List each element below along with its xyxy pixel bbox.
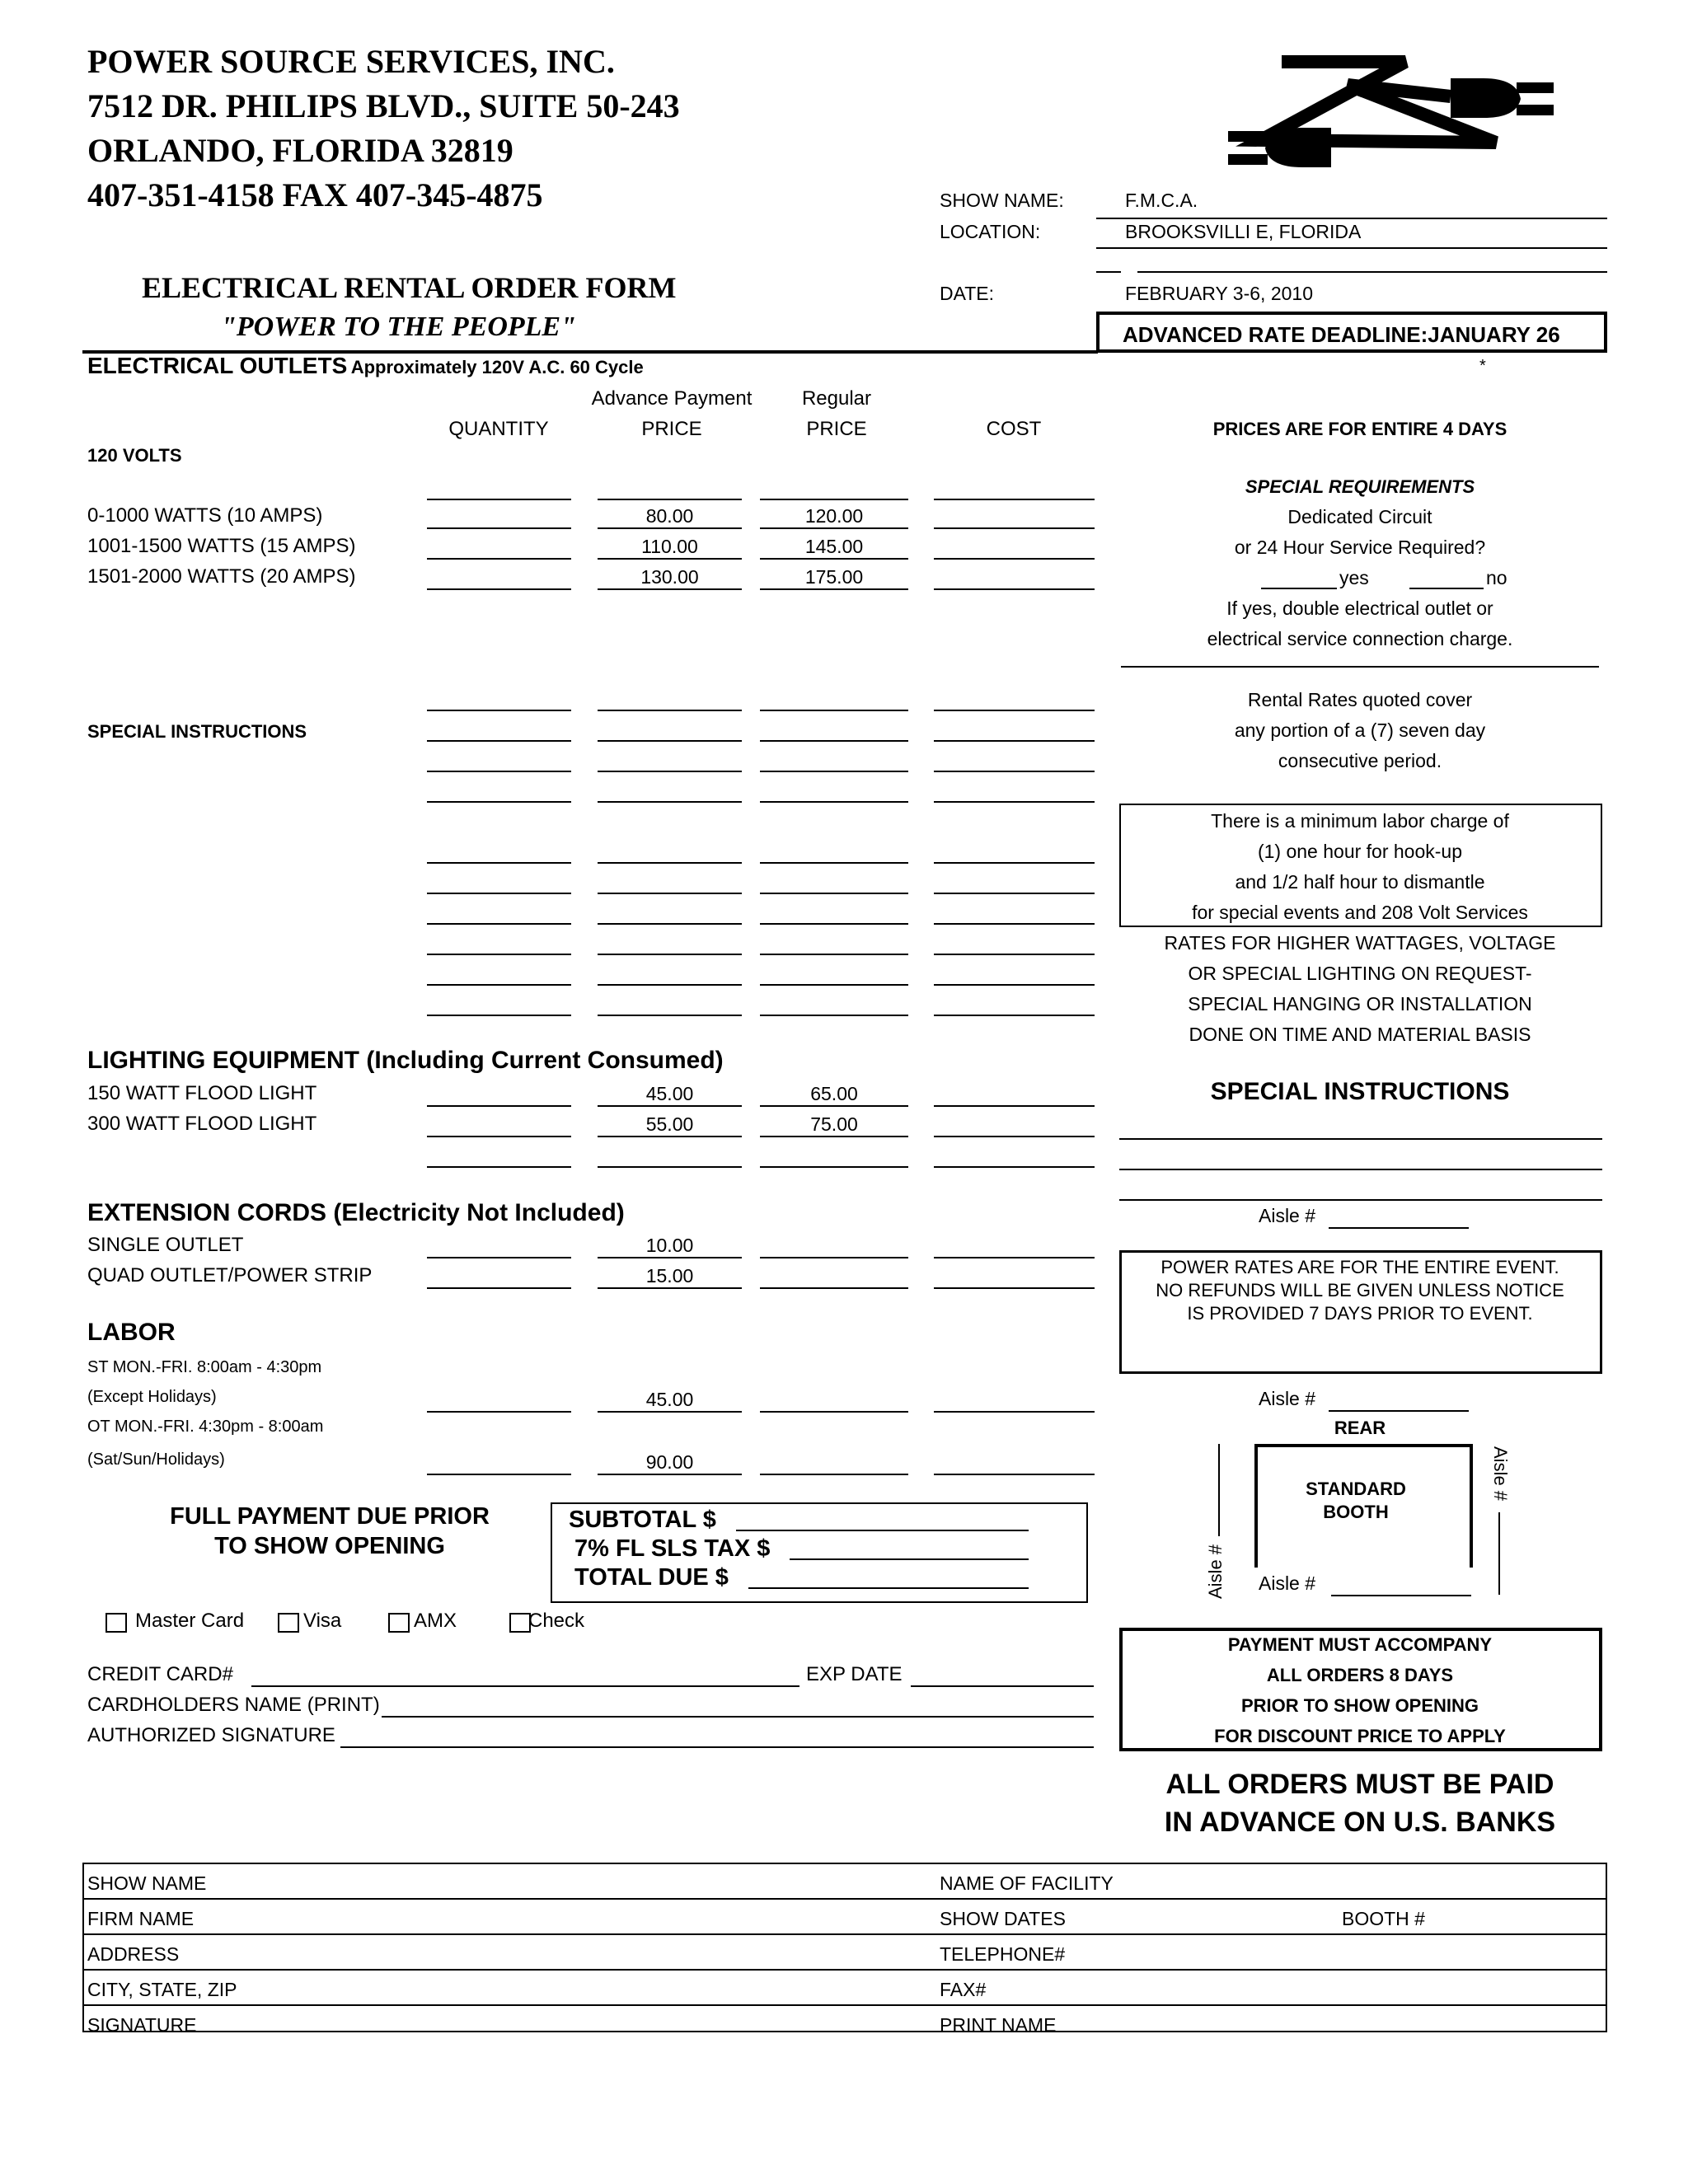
blank-entry-line[interactable] [598,862,742,864]
labor-ot-cost-input[interactable] [934,1451,1095,1475]
exp-date-label: EXP DATE [806,1663,903,1685]
blank-entry-line[interactable] [427,801,571,803]
subtotal-label: SUBTOTAL $ [569,1507,716,1533]
show-dates-field[interactable]: SHOW DATES [940,1908,1066,1929]
check-label: Check [528,1610,585,1632]
blank-entry-line[interactable] [427,740,571,742]
blank-entry-line[interactable] [934,771,1095,772]
lighting-advance-price: 55.00 [598,1113,742,1137]
cord-quantity-input[interactable] [427,1264,571,1289]
refund-text-3: IS PROVIDED 7 DAYS PRIOR TO EVENT. [1187,1303,1533,1324]
outlet-regular-price: 175.00 [760,565,908,590]
labor-ot-price: 90.00 [598,1451,742,1475]
blank-entry-line[interactable] [427,862,571,864]
blank-entry-line[interactable] [427,710,571,711]
no-input[interactable] [1409,588,1484,589]
asterisk: * [1479,357,1486,375]
aisle-label: Aisle # [1259,1388,1316,1409]
labor-charge-text-3: and 1/2 half hour to dismantle [1235,871,1485,893]
mastercard-label: Master Card [135,1610,245,1632]
outlets-title: ELECTRICAL OUTLETS Approximately 120V A.C. 60 Cycle [87,353,644,378]
rates-text-4: DONE ON TIME AND MATERIAL BASIS [1189,1024,1531,1045]
blank-entry-line[interactable] [934,893,1095,894]
cord-advance-price: 10.00 [598,1234,742,1258]
telephone-field[interactable]: TELEPHONE# [940,1943,1066,1965]
blank-entry-line[interactable] [760,710,908,711]
full-payment-text-1: FULL PAYMENT DUE PRIOR [170,1503,490,1530]
blank-entry-line[interactable] [760,740,908,742]
labor-st-quantity-input[interactable] [427,1388,571,1413]
blank-entry-line[interactable] [760,954,908,955]
aisle-input[interactable] [1331,1595,1471,1596]
labor-charge-text-2: (1) one hour for hook-up [1257,841,1463,862]
blank-entry-line[interactable] [427,893,571,894]
visa-checkbox[interactable] [278,1613,299,1633]
cord-cost-input[interactable] [934,1234,1095,1258]
blank-entry-line[interactable] [598,740,742,742]
labor-charge-text-1: There is a minimum labor charge of [1211,810,1509,832]
special-instructions-title: SPECIAL INSTRUCTIONS [1210,1078,1510,1105]
aisle-bottom-label: Aisle # [1259,1572,1316,1594]
credit-card-label: CREDIT CARD# [87,1663,233,1685]
show-name-value: F.M.C.A. [1125,190,1198,211]
blank-entry-line[interactable] [760,771,908,772]
location-label: LOCATION: [940,221,1041,242]
company-address1: 7512 DR. PHILIPS BLVD., SUITE 50-243 [87,87,680,124]
subtotal-input[interactable] [736,1530,1029,1531]
blank-entry-line[interactable] [427,984,571,986]
blank-entry-line[interactable] [598,801,742,803]
location-value: BROOKSVILLI E, FLORIDA [1125,221,1362,242]
blank-entry-line[interactable] [934,984,1095,986]
outlet-quantity-input[interactable] [427,504,571,529]
outlet-cost-input[interactable] [934,565,1095,590]
if-yes-text-2: electrical service connection charge. [1207,628,1513,649]
rental-text-3: consecutive period. [1278,750,1442,771]
lighting-cost-input[interactable] [934,1143,1095,1168]
amx-label: AMX [414,1610,457,1632]
special-instructions-line[interactable] [1119,1199,1602,1201]
aisle-left-label: Aisle # [1205,1544,1226,1599]
refund-text-1: POWER RATES ARE FOR THE ENTIRE EVENT. [1160,1257,1559,1277]
lighting-regular-price: 75.00 [760,1113,908,1137]
address-field[interactable]: ADDRESS [87,1943,180,1965]
amx-checkbox[interactable] [388,1613,410,1633]
cord-regular-price [760,1264,908,1289]
blank-entry-line[interactable] [934,801,1095,803]
labor-charge-text-4: for special events and 208 Volt Services [1192,902,1528,923]
cord-regular-price [760,1234,908,1258]
no-label: no [1486,567,1507,588]
blank-entry-line[interactable] [427,771,571,772]
yes-label: yes [1339,567,1369,588]
payment-text-1: PAYMENT MUST ACCOMPANY [1227,1634,1493,1655]
show-name-label: SHOW NAME: [940,190,1064,211]
labor-st-note: (Except Holidays) [87,1388,217,1406]
contact-row [82,1935,1607,1971]
blank-entry-line[interactable] [427,1015,571,1016]
blank-entry-line[interactable] [760,1015,908,1016]
mastercard-checkbox[interactable] [106,1613,127,1633]
blank-entry-line[interactable] [427,923,571,925]
blank-entry-line[interactable] [934,1015,1095,1016]
print-name-field[interactable]: PRINT NAME [940,2014,1057,2036]
cord-row-label: SINGLE OUTLET [87,1234,244,1256]
outlet-quantity-input[interactable] [427,535,571,560]
fax-field[interactable]: FAX# [940,1979,987,2000]
aisle-input[interactable] [1329,1410,1469,1412]
aisle-right-label: Aisle # [1490,1446,1511,1502]
blank-entry-line[interactable] [934,954,1095,955]
authorized-signature-label: AUTHORIZED SIGNATURE [87,1724,335,1746]
company-phone-fax: 407-351-4158 FAX 407-345-4875 [87,176,543,213]
blank-entry-line[interactable] [598,771,742,772]
cardholder-input[interactable] [382,1716,1094,1718]
contact-row [82,1864,1607,1900]
col-cost: COST [986,418,1042,440]
refund-text-2: NO REFUNDS WILL BE GIVEN UNLESS NOTICE [1156,1280,1564,1301]
blank-entry-line[interactable] [934,710,1095,711]
booth-label-1: STANDARD [1306,1479,1406,1499]
labor-title: LABOR [87,1319,176,1346]
cord-cost-input[interactable] [934,1264,1095,1289]
special-instructions-label: SPECIAL INSTRUCTIONS [87,721,307,742]
special-instructions-line[interactable] [1119,1138,1602,1140]
special-instructions-line[interactable] [1119,1169,1602,1170]
company-name: POWER SOURCE SERVICES, INC. [87,43,615,80]
lighting-row-label: 150 WATT FLOOD LIGHT [87,1082,317,1104]
date-value: FEBRUARY 3-6, 2010 [1125,283,1313,304]
lighting-blank [598,1143,742,1168]
blank-entry-line[interactable] [598,923,742,925]
blank-entry-line[interactable] [760,923,908,925]
show-name-field[interactable]: SHOW NAME [87,1872,207,1894]
contact-row [82,1971,1607,2006]
contact-row [82,1900,1607,1935]
rates-text-2: OR SPECIAL LIGHTING ON REQUEST- [1188,963,1532,984]
payment-text-3: PRIOR TO SHOW OPENING [1240,1695,1479,1716]
total-due-input[interactable] [748,1587,1029,1589]
lighting-regular-price: 65.00 [760,1082,908,1107]
exp-date-input[interactable] [911,1685,1094,1687]
signature-field[interactable]: SIGNATURE [87,2014,197,2036]
form-title: ELECTRICAL RENTAL ORDER FORM [142,271,677,304]
outlet-row-label: 1001-1500 WATTS (15 AMPS) [87,535,356,557]
payment-text-4: FOR DISCOUNT PRICE TO APPLY [1214,1726,1506,1746]
col-advance-top: Advance Payment [591,387,753,410]
lighting-quantity-input[interactable] [427,1113,571,1137]
booth-number-field[interactable]: BOOTH # [1342,1908,1425,1929]
labor-st-price: 45.00 [598,1388,742,1413]
authorized-signature-input[interactable] [340,1746,1094,1748]
blank-entry-line[interactable] [598,954,742,955]
aisle-input[interactable] [1329,1227,1469,1229]
service-question-text: or 24 Hour Service Required? [1234,537,1486,558]
blank-entry-line[interactable] [760,862,908,864]
lighting-title: LIGHTING EQUIPMENT (Including Current Consumed) [87,1047,724,1074]
lighting-cost-input[interactable] [934,1113,1095,1137]
outlet-row-label: 1501-2000 WATTS (20 AMPS) [87,565,356,588]
blank-entry-line[interactable] [934,923,1095,925]
cords-title: EXTENSION CORDS (Electricity Not Included) [87,1199,625,1226]
dedicated-circuit-text: Dedicated Circuit [1287,506,1432,527]
outlet-cost-input[interactable] [934,535,1095,560]
blank-entry-line[interactable] [598,893,742,894]
deadline-text: ADVANCED RATE DEADLINE:JANUARY 26 [1123,322,1560,347]
form-slogan: "POWER TO THE PEOPLE" [221,312,576,342]
blank-entry-line[interactable] [934,740,1095,742]
rental-text-1: Rental Rates quoted cover [1247,689,1473,710]
labor-ot-regular [760,1451,908,1475]
blank-entry-line[interactable] [598,710,742,711]
cord-row-label: QUAD OUTLET/POWER STRIP [87,1264,373,1286]
full-payment-text-2: TO SHOW OPENING [214,1533,445,1559]
blank-entry-line[interactable] [598,1015,742,1016]
tax-input[interactable] [790,1558,1029,1560]
col-quantity: QUANTITY [448,418,549,440]
city-state-zip-field[interactable]: CITY, STATE, ZIP [87,1979,237,2000]
facility-name-field[interactable]: NAME OF FACILITY [940,1872,1114,1894]
credit-card-input[interactable] [251,1685,799,1687]
special-requirements-title: SPECIAL REQUIREMENTS [1245,476,1475,497]
lighting-quantity-input[interactable] [427,1082,571,1107]
lighting-quantity-input[interactable] [427,1143,571,1168]
labor-ot-text: OT MON.-FRI. 4:30pm - 8:00am [87,1418,324,1436]
labor-st-regular [760,1388,908,1413]
if-yes-text-1: If yes, double electrical outlet or [1226,598,1493,619]
lighting-advance-price: 45.00 [598,1082,742,1107]
lighting-row-label: 300 WATT FLOOD LIGHT [87,1113,317,1135]
cord-advance-price: 15.00 [598,1264,742,1289]
blank-entry-line[interactable] [598,984,742,986]
date-label: DATE: [940,283,995,304]
advance-notice-1: ALL ORDERS MUST BE PAID [1165,1769,1554,1800]
outlet-advance-price: 130.00 [598,565,742,590]
power-plug-logo [1212,45,1582,169]
outlet-quantity-input[interactable] [427,565,571,590]
firm-name-field[interactable]: FIRM NAME [87,1908,195,1929]
rear-label: REAR [1334,1418,1386,1438]
prices-note: PRICES ARE FOR ENTIRE 4 DAYS [1212,419,1507,439]
rental-text-2: any portion of a (7) seven day [1234,719,1486,741]
outlet-advance-price: 80.00 [598,504,742,529]
blank-entry-line[interactable] [427,954,571,955]
volts-label: 120 VOLTS [87,445,182,466]
total-due-label: TOTAL DUE $ [574,1564,729,1591]
booth-label-2: BOOTH [1323,1502,1389,1522]
outlet-regular-price: 145.00 [760,535,908,560]
blank-entry-line[interactable] [760,801,908,803]
company-address2: ORLANDO, FLORIDA 32819 [87,132,513,169]
contact-info-table [82,1864,1607,2040]
rates-text-3: SPECIAL HANGING OR INSTALLATION [1188,993,1532,1015]
advance-notice-2: IN ADVANCE ON U.S. BANKS [1164,1807,1556,1838]
blank-entry-line[interactable] [760,893,908,894]
outlet-cost-input[interactable] [934,504,1095,529]
blank-entry-line[interactable] [760,984,908,986]
deadline-box [1096,312,1607,353]
labor-ot-note: (Sat/Sun/Holidays) [87,1451,225,1469]
aisle-label: Aisle # [1259,1205,1316,1226]
col-regular-top: Regular [801,387,872,410]
cardholder-label: CARDHOLDERS NAME (PRINT) [87,1694,380,1716]
outlet-row-label: 0-1000 WATTS (10 AMPS) [87,504,323,527]
col-price-advance: PRICE [641,418,702,440]
labor-st-text: ST MON.-FRI. 8:00am - 4:30pm [87,1358,322,1376]
visa-label: Visa [303,1610,342,1632]
cord-quantity-input[interactable] [427,1234,571,1258]
rates-text-1: RATES FOR HIGHER WATTAGES, VOLTAGE [1164,932,1556,954]
outlet-advance-price: 110.00 [598,535,742,560]
labor-ot-quantity-input[interactable] [427,1451,571,1475]
col-price-regular: PRICE [806,418,867,440]
blank-entry-line[interactable] [934,862,1095,864]
contact-row [82,2006,1607,2040]
lighting-cost-input[interactable] [934,1082,1095,1107]
outlet-regular-price: 120.00 [760,504,908,529]
labor-st-cost-input[interactable] [934,1388,1095,1413]
tax-label: 7% FL SLS TAX $ [574,1535,771,1562]
lighting-blank [760,1143,908,1168]
payment-text-2: ALL ORDERS 8 DAYS [1266,1665,1454,1685]
